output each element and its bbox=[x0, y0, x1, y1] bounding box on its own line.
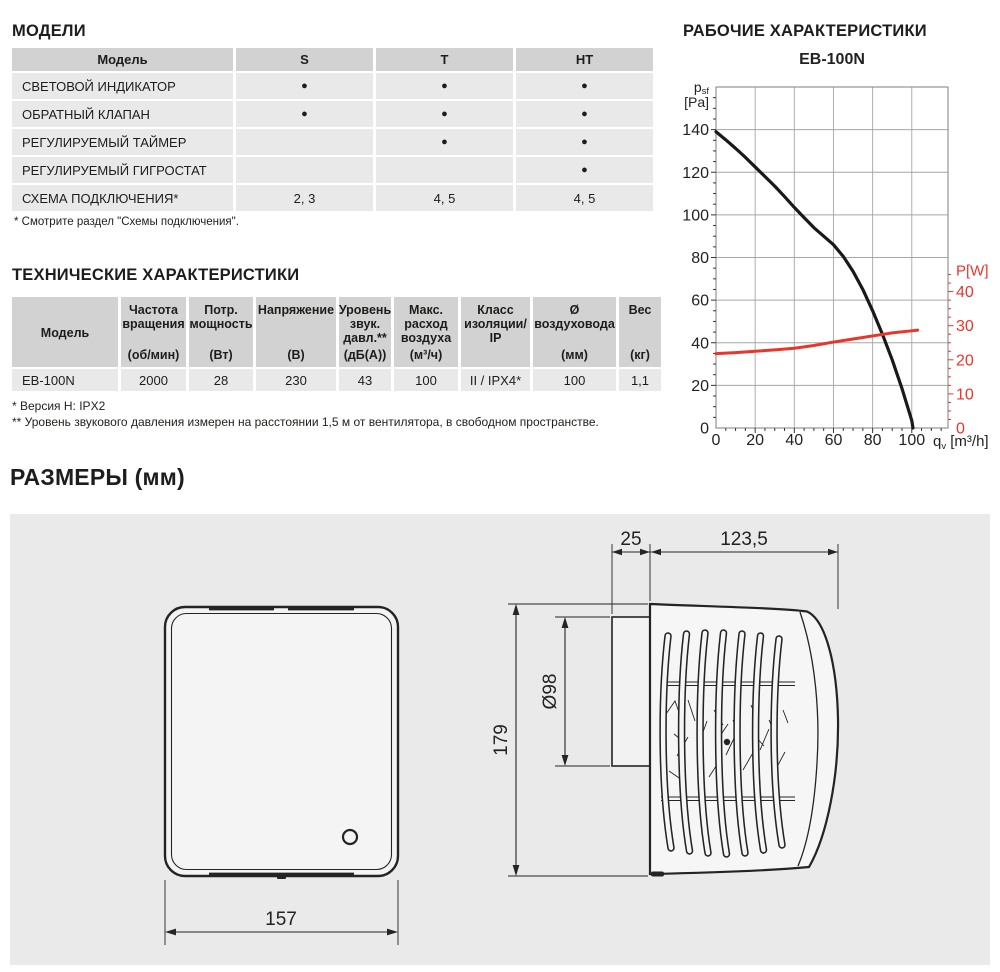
tech-header-unit: (м³/ч) bbox=[409, 348, 443, 362]
models-row-label: ОБРАТНЫЙ КЛАПАН bbox=[12, 101, 233, 127]
tech-header-label: Напряжение bbox=[257, 303, 335, 317]
dim-duct-diameter: Ø98 bbox=[540, 673, 561, 710]
duct bbox=[612, 617, 650, 766]
models-cell bbox=[236, 157, 373, 183]
tech-header-unit: (В) bbox=[287, 348, 305, 362]
tech-header bbox=[189, 297, 253, 367]
side-view bbox=[491, 529, 838, 877]
models-cell: 4, 5 bbox=[516, 185, 653, 211]
tech-header-label: Класс изоляции/ IP bbox=[464, 303, 527, 345]
tech-header bbox=[12, 297, 118, 367]
dim-height: 179 bbox=[491, 724, 512, 756]
models-cell: ● bbox=[236, 101, 373, 127]
models-cell: ● bbox=[516, 129, 653, 155]
y-tick-label: 120 bbox=[682, 164, 709, 182]
models-header-label: Модель bbox=[12, 48, 233, 71]
x-tick-label: 0 bbox=[711, 432, 721, 449]
tech-cell: 43 bbox=[339, 369, 391, 391]
models-cell: 2, 3 bbox=[236, 185, 373, 211]
tech-header-label: Модель bbox=[40, 325, 90, 340]
y-tick-label: 60 bbox=[691, 292, 709, 310]
tech-cell: 2000 bbox=[121, 369, 186, 391]
models-cell bbox=[236, 129, 373, 155]
tech-cell: 230 bbox=[256, 369, 336, 391]
models-row-label: СХЕМА ПОДКЛЮЧЕНИЯ* bbox=[12, 185, 233, 211]
models-row-label: РЕГУЛИРУЕМЫЙ ТАЙМЕР bbox=[12, 129, 233, 155]
models-footnote: * Смотрите раздел "Схемы подключения". bbox=[14, 216, 239, 228]
right-tick-label: 20 bbox=[956, 352, 974, 370]
left-axis-unit: [Pa] bbox=[684, 94, 709, 110]
y-tick-label: 0 bbox=[700, 420, 709, 438]
hub-dot bbox=[724, 739, 730, 745]
models-section-title: МОДЕЛИ bbox=[12, 22, 86, 40]
right-tick-label: 0 bbox=[956, 420, 965, 438]
x-tick-label: 100 bbox=[898, 432, 926, 449]
front-view bbox=[165, 607, 398, 945]
tech-header-label: Ø воздуховода bbox=[534, 303, 615, 331]
tech-section-title: ТЕХНИЧЕСКИЕ ХАРАКТЕРИСТИКИ bbox=[12, 266, 300, 284]
dimensions-drawing bbox=[10, 514, 990, 965]
y-tick-label: 20 bbox=[691, 377, 709, 395]
tech-cell: II / IPX4* bbox=[461, 369, 530, 391]
right-tick-label: 30 bbox=[956, 318, 974, 336]
models-cell bbox=[376, 157, 513, 183]
tech-header-unit: (дБ(А)) bbox=[343, 348, 387, 362]
tech-header-label: Потр. мощность bbox=[189, 303, 253, 331]
tech-header-label: Макс. расход воздуха bbox=[400, 303, 452, 345]
dimensions-panel bbox=[10, 514, 990, 965]
models-cell: ● bbox=[516, 73, 653, 99]
tech-table bbox=[12, 297, 661, 391]
tech-header bbox=[533, 297, 616, 367]
models-table bbox=[12, 48, 655, 211]
models-cell: 4, 5 bbox=[376, 185, 513, 211]
tech-cell: EB-100N bbox=[12, 369, 118, 391]
x-tick-label: 20 bbox=[746, 432, 765, 449]
tech-cell: 100 bbox=[394, 369, 458, 391]
tech-header bbox=[619, 297, 661, 367]
tech-header-unit: (мм) bbox=[561, 348, 588, 362]
x-tick-label: 80 bbox=[863, 432, 882, 449]
left-axis-title: psf bbox=[693, 79, 709, 97]
tech-header-label: Частота вращения bbox=[122, 303, 185, 331]
models-header-col: T bbox=[376, 48, 513, 71]
performance-section-title: РАБОЧИЕ ХАРАКТЕРИСТИКИ bbox=[683, 22, 927, 40]
y-tick-label: 40 bbox=[691, 335, 709, 353]
models-row-label: СВЕТОВОЙ ИНДИКАТОР bbox=[12, 73, 233, 99]
dimensions-section-title: РАЗМЕРЫ (мм) bbox=[10, 464, 185, 490]
performance-chart bbox=[660, 44, 1000, 460]
right-tick-label: 10 bbox=[956, 386, 974, 404]
tech-cell: 100 bbox=[533, 369, 616, 391]
tech-cell: 28 bbox=[189, 369, 253, 391]
tech-header-label: Вес bbox=[628, 303, 652, 317]
models-cell: ● bbox=[376, 129, 513, 155]
models-cell: ● bbox=[376, 73, 513, 99]
tech-footnotes bbox=[12, 399, 599, 431]
series-static-pressure bbox=[716, 132, 913, 428]
chart-title: EB-100N bbox=[799, 51, 865, 68]
dim-duct-length: 25 bbox=[620, 529, 642, 550]
x-tick-label: 40 bbox=[785, 432, 804, 449]
models-row-label: РЕГУЛИРУЕМЫЙ ГИГРОСТАТ bbox=[12, 157, 233, 183]
dim-front-width: 157 bbox=[265, 909, 297, 930]
tech-header bbox=[339, 297, 391, 367]
models-cell: ● bbox=[516, 157, 653, 183]
x-axis-title: $q_v$ [m³/h] bbox=[933, 433, 989, 452]
tech-header bbox=[121, 297, 186, 367]
tech-footnote: ** Уровень звукового давления измерен на расстоянии 1,5 м от вентилятора, в свободном пространстве. bbox=[12, 414, 599, 429]
tech-cell: 1,1 bbox=[619, 369, 661, 391]
tech-header bbox=[256, 297, 336, 367]
tech-header-unit: (Вт) bbox=[209, 348, 233, 362]
y-tick-label: 140 bbox=[682, 122, 709, 140]
models-header-col: HT bbox=[516, 48, 653, 71]
dim-body-depth: 123,5 bbox=[720, 529, 768, 550]
tech-header-label: Уровень звук. давл.** bbox=[338, 303, 392, 345]
y-tick-label: 80 bbox=[691, 250, 709, 267]
x-tick-label: 60 bbox=[824, 432, 843, 449]
models-cell: ● bbox=[236, 73, 373, 99]
tech-header bbox=[394, 297, 458, 367]
right-axis-title: P[W] bbox=[956, 262, 989, 280]
tech-header bbox=[461, 297, 530, 367]
models-cell: ● bbox=[516, 101, 653, 127]
tech-header-unit: (об/мин) bbox=[127, 348, 180, 362]
tech-header-unit: (кг) bbox=[630, 348, 650, 362]
y-tick-label: 100 bbox=[682, 207, 709, 225]
models-header-col: S bbox=[236, 48, 373, 71]
models-cell: ● bbox=[376, 101, 513, 127]
tech-footnote: * Версия H: IPX2 bbox=[12, 399, 106, 413]
right-tick-label: 40 bbox=[956, 284, 974, 302]
